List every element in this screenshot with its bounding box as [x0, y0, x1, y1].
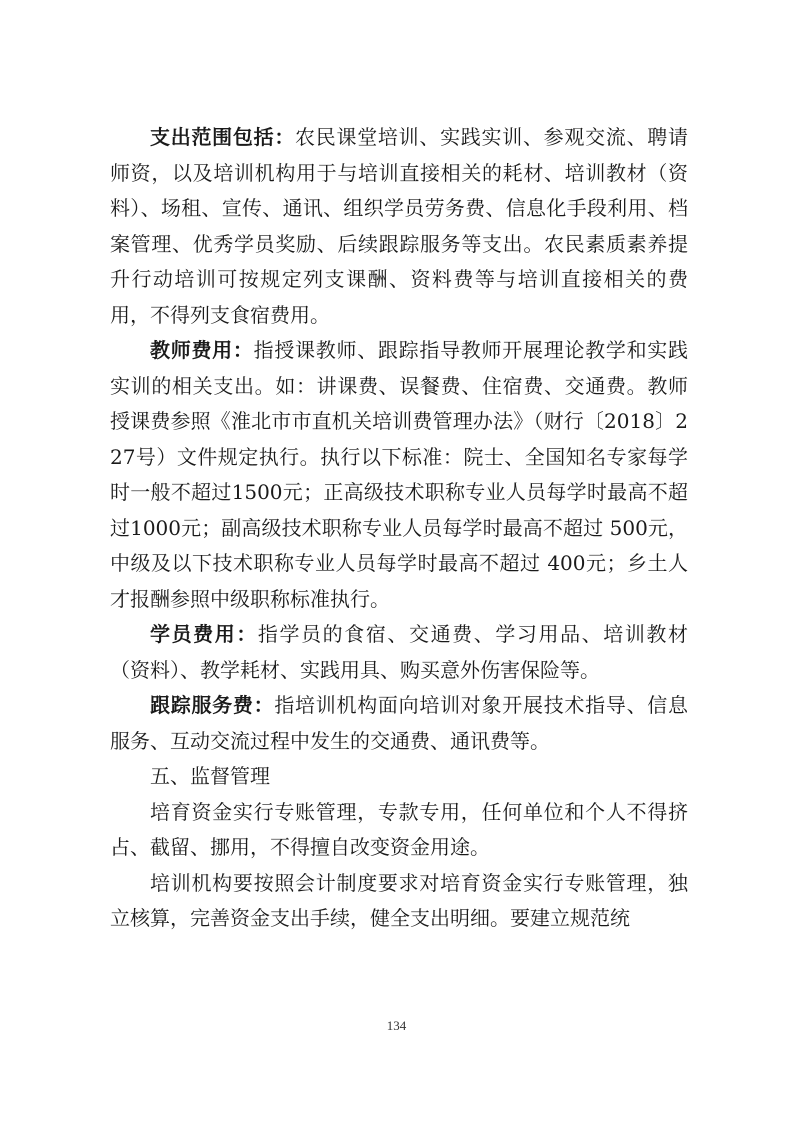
paragraph-teacher-fees: [110, 333, 688, 617]
page-number: 134: [386, 1018, 407, 1033]
term-expenditure-scope: 支出范围包括：: [150, 125, 296, 149]
paragraph-text: 指授课教师、跟踪指导教师开展理论教学和实践实训的相关支出。如：讲课费、误餐费、住宿费、交通费。教师授课费参照《淮北市市直机关培训费管理办法》（财行〔2018〕227号）文件规定执行。执行以下标准：院士、全国知名专家每学时一般不超过1500元；正高级技术职称专业人员每学时最高不超过1000元；副高级技术职称专业人员每学时最高不超过 500元，中级及以下技术职称专业人员每学时最高不超过 400元；乡土人才报酬参照中级职称标准执行。: [110, 338, 689, 611]
paragraph-text: 指培训机构面向培训对象开展技术指导、信息服务、互动交流过程中发生的交通费、通讯费等。: [110, 693, 689, 753]
paragraph-text: 农民课堂培训、实践实训、参观交流、聘请师资，以及培训机构用于与培训直接相关的耗材、培训教材（资料）、场租、宣传、通讯、组织学员劳务费、信息化手段利用、档案管理、优秀学员奖励、后续跟踪服务等支出。农民素质素养提升行动培训可按规定列支课酬、资料费等与培训直接相关的费用，不得列支食宿费用。: [110, 125, 689, 327]
document-body: [110, 120, 688, 937]
paragraph-student-fees: [110, 617, 688, 688]
paragraph-text: 指学员的食宿、交通费、学习用品、培训教材（资料）、教学耗材、实践用具、购买意外伤害保险等。: [110, 622, 689, 682]
paragraph-expenditure-scope: [110, 120, 688, 333]
paragraph-tracking-service-fees: [110, 688, 688, 759]
section-heading: 五、监督管理: [150, 764, 270, 788]
term-student-fees: 学员费用：: [150, 622, 258, 646]
term-teacher-fees: 教师费用：: [150, 338, 254, 362]
paragraph-special-account: 培育资金实行专账管理，专款专用，任何单位和个人不得挤占、截留、挪用，不得擅自改变资金用途。: [110, 799, 688, 859]
term-tracking-service-fees: 跟踪服务费：: [150, 693, 275, 717]
paragraph-accounting-requirements: 培训机构要按照会计制度要求对培育资金实行专账管理，独立核算，完善资金支出手续，健全支出明细。要建立规范统: [110, 870, 688, 930]
